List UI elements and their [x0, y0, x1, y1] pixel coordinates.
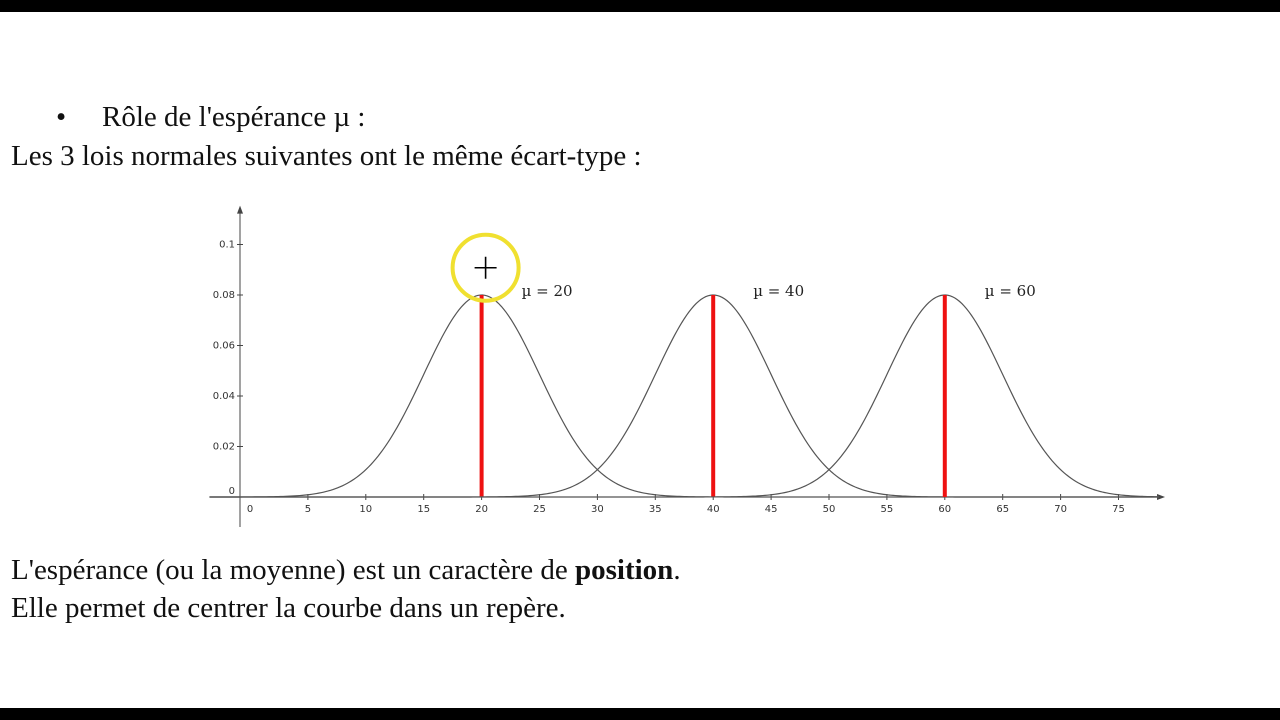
conclusion-bold-word: position [574, 554, 674, 586]
conclusion-text-end: . [673, 554, 681, 586]
conclusion-line-2: Elle permet de centrer la courbe dans un repère. [11, 592, 566, 624]
x-tick-label: 40 [706, 504, 720, 515]
x-tick-label: 55 [880, 504, 894, 515]
x-tick-label: 60 [938, 504, 952, 515]
density-curve [209, 295, 1159, 497]
x-tick-label: 15 [417, 504, 431, 515]
bottom-letterbox-bar [0, 708, 1280, 720]
bullet-heading-text: Rôle de l'espérance µ : [102, 101, 366, 133]
x-tick-label: 65 [996, 504, 1010, 515]
intro-sentence: Les 3 lois normales suivantes ont le même écart-type : [11, 140, 642, 172]
x-tick-label: 45 [764, 504, 778, 515]
bullet-symbol: • [56, 101, 67, 133]
x-tick-label: 70 [1054, 504, 1067, 515]
density-curve [209, 295, 1159, 497]
mean-label: µ = 40 [753, 282, 805, 300]
y-tick-label: 0.02 [212, 441, 235, 453]
y-tick-label: 0.1 [219, 239, 235, 251]
y-tick-label: 0.06 [212, 340, 235, 352]
y-tick-label: 0.08 [212, 290, 235, 301]
x-tick-label: 0 [246, 504, 254, 515]
y-tick-label: 0 [228, 486, 235, 497]
y-tick-label: 0.04 [212, 391, 235, 402]
mean-label: µ = 60 [984, 282, 1036, 300]
x-tick-label: 50 [822, 504, 836, 515]
x-tick-label: 75 [1112, 504, 1125, 515]
x-tick-label: 20 [475, 504, 488, 515]
x-tick-label: 30 [591, 504, 604, 515]
x-tick-label: 35 [648, 504, 662, 515]
conclusion-text-start: L'espérance (ou la moyenne) est un caractère de [11, 554, 575, 586]
x-tick-label: 10 [359, 504, 373, 515]
x-tick-label: 5 [304, 504, 312, 515]
y-axis-arrow [237, 206, 243, 214]
conclusion-line-1 [11, 553, 681, 587]
density-curve [209, 295, 1159, 497]
mean-label: µ = 20 [521, 282, 573, 300]
x-tick-label: 25 [533, 504, 546, 515]
